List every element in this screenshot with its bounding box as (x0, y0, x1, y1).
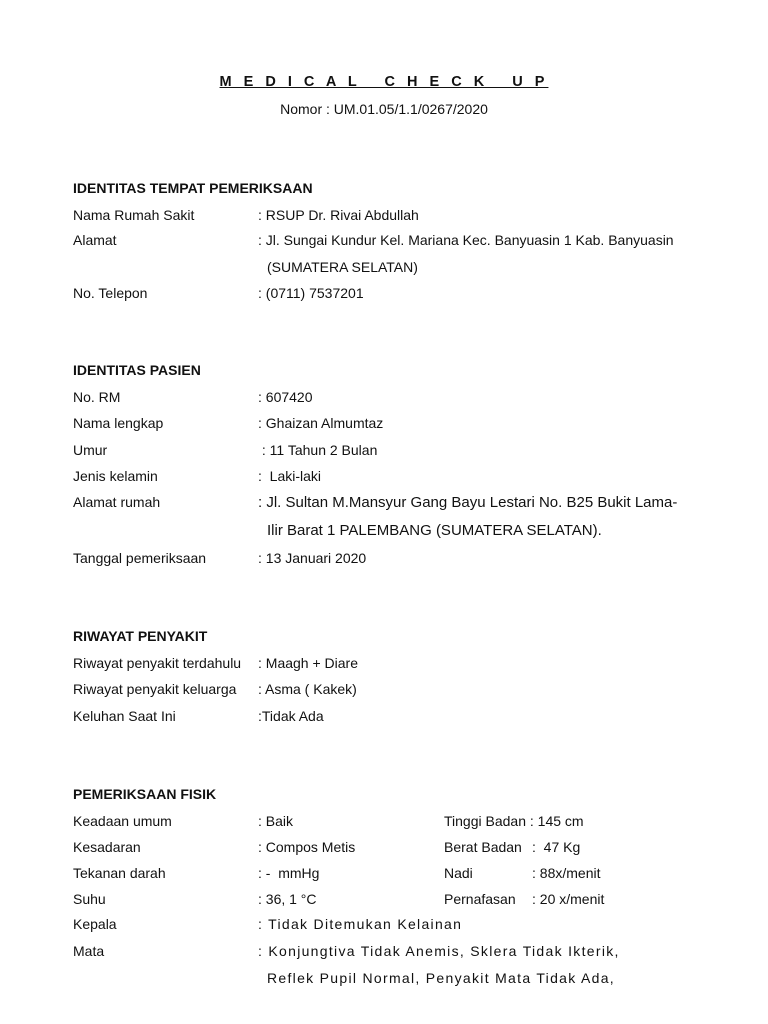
field-label: No. Telepon (73, 285, 148, 301)
field-row (73, 839, 738, 859)
field-value: : Compos Metis (258, 839, 356, 855)
field-value: :Tidak Ada (258, 708, 324, 724)
field-row (73, 522, 738, 542)
document-number: Nomor : UM.01.05/1.1/0267/2020 (280, 101, 488, 117)
section-heading-tempat: IDENTITAS TEMPAT PEMERIKSAAN (73, 180, 313, 196)
field-value: : Konjungtiva Tidak Anemis, Sklera Tidak Ikterik, (258, 943, 620, 959)
field-label: Tekanan darah (73, 865, 166, 881)
field-row (73, 389, 738, 409)
field-label: Keluhan Saat Ini (73, 708, 176, 724)
field-label: Mata (73, 943, 105, 959)
field-row (73, 550, 738, 570)
field-value: : (0711) 7537201 (258, 285, 364, 301)
field-row (73, 415, 738, 435)
field-value-continued: Reflek Pupil Normal, Penyakit Mata Tidak Ada, (267, 970, 615, 986)
field-value: : Baik (258, 813, 294, 829)
field-label: Nama Rumah Sakit (73, 207, 195, 223)
field-label-secondary: Tinggi Badan : 145 cm (444, 813, 584, 829)
field-value: : Ghaizan Almumtaz (258, 415, 384, 431)
field-label: Riwayat penyakit terdahulu (73, 655, 242, 671)
field-label: Kepala (73, 916, 117, 932)
field-value-secondary: : 88x/menit (532, 865, 601, 881)
field-value: : 11 Tahun 2 Bulan (258, 442, 378, 458)
field-value-continued: Ilir Barat 1 PALEMBANG (SUMATERA SELATAN). (267, 522, 602, 539)
field-row (73, 708, 738, 728)
field-row (73, 285, 738, 305)
field-value: : Jl. Sungai Kundur Kel. Mariana Kec. Banyuasin 1 Kab. Banyuasin (258, 232, 674, 248)
field-row (73, 916, 738, 936)
field-value: : Jl. Sultan M.Mansyur Gang Bayu Lestari No. B25 Bukit Lama- (258, 494, 678, 511)
field-row (73, 655, 738, 675)
field-row (73, 207, 738, 227)
field-label: Kesadaran (73, 839, 141, 855)
field-label: Jenis kelamin (73, 468, 158, 484)
field-value-secondary: : 20 x/menit (532, 891, 605, 907)
field-row (73, 943, 738, 963)
field-label: Nama lengkap (73, 415, 164, 431)
field-value: : Maagh + Diare (258, 655, 358, 671)
section-heading-riwayat: RIWAYAT PENYAKIT (73, 628, 208, 644)
field-value: : 13 Januari 2020 (258, 550, 367, 566)
field-value-continued: (SUMATERA SELATAN) (267, 259, 418, 275)
field-value: : Laki-laki (258, 468, 322, 484)
field-row (73, 865, 738, 885)
field-label: Riwayat penyakit keluarga (73, 681, 237, 697)
field-value: : 607420 (258, 389, 313, 405)
field-value: : RSUP Dr. Rivai Abdullah (258, 207, 419, 223)
field-row (73, 813, 738, 833)
field-row (73, 259, 738, 279)
field-value: : - mmHg (258, 865, 320, 881)
field-label-secondary: Nadi (444, 865, 473, 881)
field-label: Keadaan umum (73, 813, 172, 829)
field-label-secondary: Pernafasan (444, 891, 516, 907)
field-row (73, 494, 738, 514)
section-heading-pasien: IDENTITAS PASIEN (73, 362, 201, 378)
field-label-secondary: Berat Badan (444, 839, 522, 855)
field-value: : Tidak Ditemukan Kelainan (258, 916, 463, 932)
field-value: : Asma ( Kakek) (258, 681, 357, 697)
field-row (73, 970, 738, 990)
field-label: Suhu (73, 891, 106, 907)
field-label: Alamat rumah (73, 494, 161, 510)
field-value-secondary: : 47 Kg (532, 839, 581, 855)
field-row (73, 442, 738, 462)
field-row (73, 891, 738, 911)
section-heading-fisik: PEMERIKSAAN FISIK (73, 786, 217, 802)
field-row (73, 232, 738, 252)
field-label: No. RM (73, 389, 121, 405)
field-value: : 36, 1 °C (258, 891, 317, 907)
field-label: Alamat (73, 232, 117, 248)
document-title: M E D I C A L C H E C K U P (219, 74, 549, 90)
field-label: Tanggal pemeriksaan (73, 550, 207, 566)
field-label: Umur (73, 442, 108, 458)
field-row (73, 468, 738, 488)
field-row (73, 681, 738, 701)
